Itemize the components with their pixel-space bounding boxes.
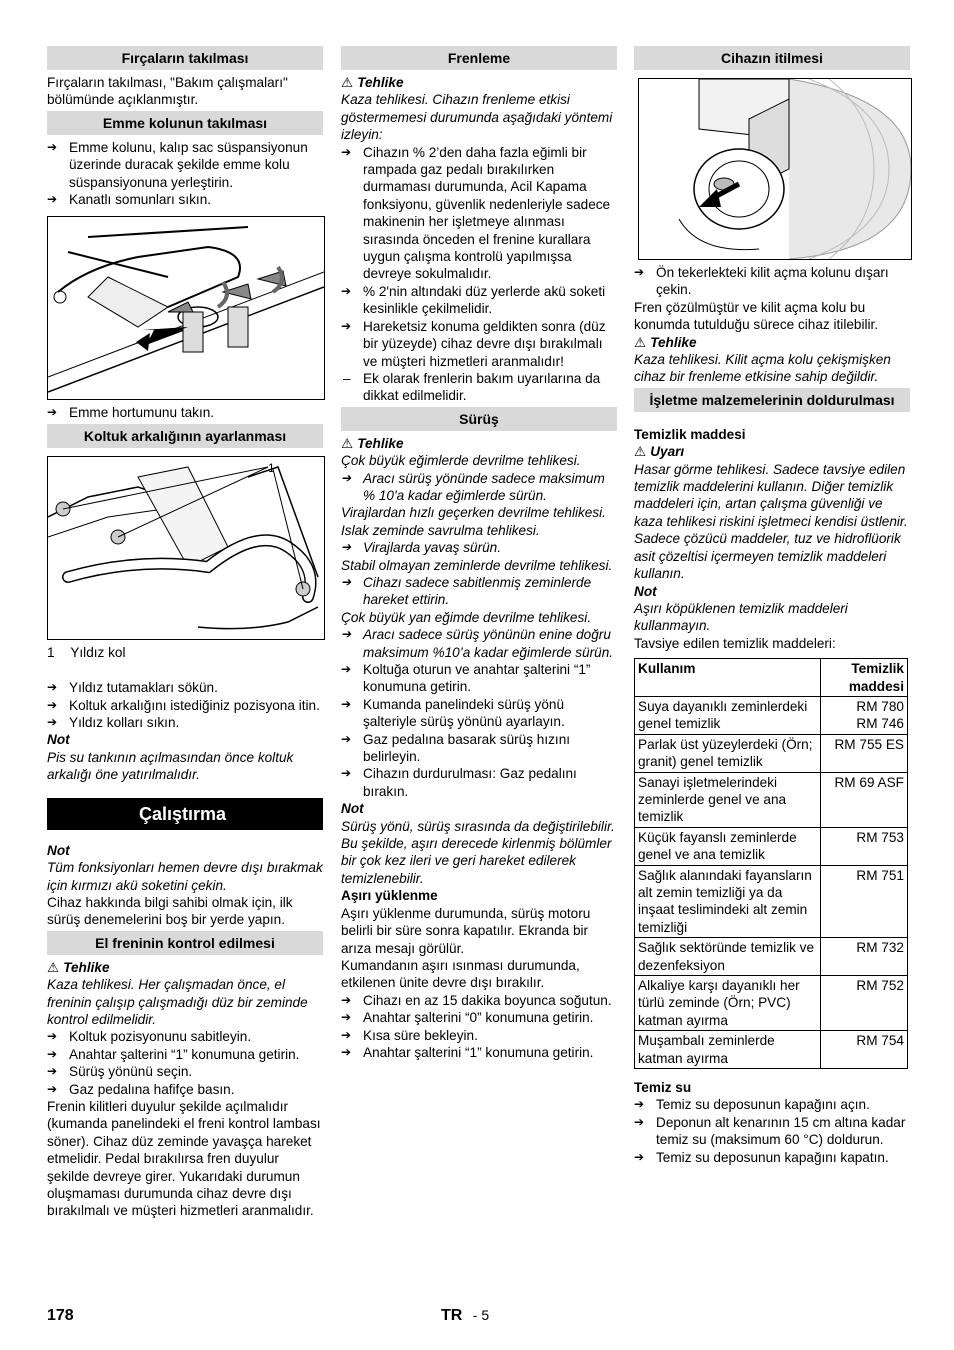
warning-text: Stabil olmayan zeminlerde devrilme tehlikesi. — [341, 557, 613, 573]
table-row — [635, 772, 908, 827]
instruction-step: ➔ Koltuğa oturun ve anahtar şalterini “1” konumuna getirin. — [341, 662, 591, 695]
instruction-step: ➔ Emme kolunu, kalıp sac süspansiyonun üzerinde duracak şekilde emme kolu süspansiyonuna yerleştirin. — [47, 139, 308, 190]
legend-text: Yıldız kol — [70, 644, 126, 660]
instruction-step: ➔ Cihazın durdurulması: Gaz pedalını bırakın. — [341, 766, 577, 799]
table-cell: Sağlık sektöründe temizlik ve dezenfeksiyon — [635, 938, 821, 976]
table-row — [635, 827, 908, 865]
page-language-marker — [441, 1307, 489, 1324]
release-lever-figure — [638, 78, 912, 260]
warning-heading: ⚠ Tehlike — [341, 435, 404, 451]
table-cell: RM 732 — [821, 938, 908, 976]
paragraph: Cihaz hakkında bilgi sahibi olmak için, ilk sürüş denemelerini boş bir yerde yapın. — [47, 894, 293, 928]
suction-arm-figure — [47, 216, 325, 400]
arrow-icon: ➔ — [634, 1097, 645, 1112]
table-row — [635, 696, 908, 734]
instruction-step: ➔ Anahtar şalterini “1” konumuna getirin. — [341, 1044, 594, 1060]
warning-icon: ⚠ — [47, 959, 60, 975]
warning-icon: ⚠ — [634, 334, 647, 350]
instruction-step: ➔ Cihazın % 2’den daha fazla eğimli bir rampada gaz pedalı bırakılırken durmaması durumunda, Acil Kapama fonksiyonu, güvenlik nedenleriyle sadece makinenin her işletmeye alınması sırasında önceden el frenine kurallara uygun çalışma kontrolü yapılmışsa devreye sokulmalıdır. — [341, 144, 611, 282]
warning-heading: ⚠ Tehlike — [47, 959, 110, 975]
instruction-step: ➔ Anahtar şalterini “0” konumuna getirin. — [341, 1010, 594, 1026]
instruction-step: ➔ Aracı sürüş yönünde sadece maksimum % 10'a kadar eğimlerde sürün. — [341, 470, 605, 503]
section-heading: El freninin kontrol edilmesi — [47, 931, 323, 955]
table-row — [635, 938, 908, 976]
warning-text: Çok büyük eğimlerde devrilme tehlikesi. — [341, 453, 581, 469]
section-heading: Cihazın itilmesi — [634, 46, 910, 70]
arrow-icon: ➔ — [634, 265, 645, 279]
arrow-icon: ➔ — [341, 992, 352, 1007]
section-heading: Frenleme — [341, 46, 617, 70]
arrow-icon: ➔ — [341, 1027, 352, 1042]
warning-text: Kaza tehlikesi. Cihazın frenleme etkisi göstermemesi durumunda aşağıdaki yöntemi izleyin: — [341, 92, 613, 143]
arrow-icon: ➔ — [341, 662, 352, 676]
arrow-icon: ➔ — [341, 1044, 352, 1059]
seat-backrest-figure — [47, 456, 325, 640]
dash-item: – Ek olarak frenlerin bakım uyarılarına da dikkat edilmelidir. — [343, 370, 601, 404]
page-number: 178 — [47, 1307, 74, 1324]
warning-text: Çok büyük yan eğimde devrilme tehlikesi. — [341, 609, 592, 625]
table-cell: RM 755 ES — [821, 734, 908, 772]
arrow-icon: ➔ — [341, 627, 352, 642]
arrow-icon: ➔ — [634, 1149, 645, 1164]
warning-text: Islak zeminde savrulma tehlikesi. — [341, 522, 540, 538]
figure-callout: 1 — [268, 460, 275, 475]
instruction-step: ➔ Gaz pedalına hafifçe basın. — [47, 1081, 235, 1097]
instruction-step: ➔ Koltuk arkalığını istediğiniz pozisyona itin. — [47, 697, 320, 713]
arrow-icon: ➔ — [341, 283, 352, 298]
arrow-icon: ➔ — [341, 731, 352, 746]
table-cell: Sağlık alanındaki fayansların alt zemin temizliği ya da inşaat teslimindeki alt zemin temizliği — [635, 865, 821, 938]
table-cell: Alkaliye karşı dayanıklı her türlü zeminde (Örn; PVC) katman ayırma — [635, 976, 821, 1031]
instruction-step: ➔ Ön tekerlekteki kilit açma kolunu dışarı çekin. — [634, 265, 889, 298]
instruction-step: ➔ Deponun alt kenarının 15 cm altına kadar temiz su (maksimum 60 °C) doldurun. — [634, 1114, 906, 1148]
warning-heading: ⚠ Tehlike — [341, 75, 404, 90]
table-row — [635, 865, 908, 938]
instruction-step: ➔ % 2'nin altındaki düz yerlerde akü soketi kesinlikle çekilmelidir. — [341, 283, 606, 317]
arrow-icon: ➔ — [341, 144, 352, 159]
note-text: Sürüş yönü, sürüş sırasında da değiştirilebilir. Bu şekilde, aşırı derecede kirlenmiş bölümler bir çok kez ileri ve geri hareket edilerek temizlenebilir. — [341, 818, 615, 886]
paragraph: Fırçaların takılması, "Bakım çalışmaları" bölümünde açıklanmıştır. — [47, 75, 288, 108]
table-row — [635, 1031, 908, 1069]
table-cell: Suya dayanıklı zeminlerdeki genel temizlik — [635, 696, 821, 734]
subheading: Aşırı yüklenme — [341, 888, 438, 904]
arrow-icon: ➔ — [341, 766, 352, 781]
cleaning-agent-table — [634, 658, 908, 1069]
arrow-icon: ➔ — [47, 680, 58, 695]
note-text: Tüm fonksiyonları hemen devre dışı bırakmak için kırmızı akü soketini çekin. — [47, 860, 323, 893]
arrow-icon: ➔ — [47, 715, 58, 730]
subheading: Temizlik maddesi — [634, 426, 746, 442]
warning-icon: ⚠ — [341, 75, 354, 90]
legend-number: 1 — [47, 644, 55, 660]
instruction-step: ➔ Cihazı sadece sabitlenmiş zeminlerde hareket ettirin. — [341, 574, 592, 608]
table-header-cell: Temizlik maddesi — [821, 659, 908, 697]
instruction-step: ➔ Hareketsiz konuma geldikten sonra (düz bir yüzeyde) cihaz devre dışı bırakılmalı ve müşteri hizmetleri aranmalıdır! — [341, 318, 606, 369]
paragraph: Frenin kilitleri duyulur şekilde açılmalıdır (kumanda panelindeki el freni kontrol lambası söner). Cihaz düz zeminde yavaşça hareket etmelidir. Pedal bırakılırsa fren duyulur şekilde devreye girer. Yukarıdaki durumun oluşmaması durumunda cihaz devre dışı bırakılmalı ve müşteri hizmetleri aranmalıdır. — [47, 1098, 321, 1219]
table-cell: RM 753 — [821, 827, 908, 865]
column-1 — [47, 44, 323, 1220]
note-text: Pis su tankının açılmasından önce koltuk arkalığı öne yatırılmalıdır. — [47, 749, 294, 783]
table-cell: Sanayi işletmelerindeki zeminlerde genel ve ana temizlik — [635, 772, 821, 827]
table-row — [635, 734, 908, 772]
paragraph: Fren çözülmüştür ve kilit açma kolu bu konumda tutulduğu sürece cihaz itilebilir. — [634, 299, 879, 333]
instruction-step: ➔ Kanatlı somunları sıkın. — [47, 192, 212, 208]
instruction-step: ➔ Gaz pedalına basarak sürüş hızını belirleyin. — [341, 731, 571, 765]
section-heading: İşletme malzemelerinin doldurulması — [634, 388, 910, 412]
arrow-icon: ➔ — [47, 1081, 58, 1096]
subheading: Temiz su — [634, 1080, 692, 1096]
note-label: Not — [634, 583, 657, 599]
table-cell: Parlak üst yüzeylerdeki (Örn; granit) genel temizlik — [635, 734, 821, 772]
table-cell: Küçük fayanslı zeminlerde genel ve ana temizlik — [635, 827, 821, 865]
dash-icon: – — [343, 370, 351, 386]
arrow-icon: ➔ — [341, 470, 352, 485]
arrow-icon: ➔ — [47, 1046, 58, 1061]
arrow-icon: ➔ — [47, 405, 58, 420]
warning-text: Hasar görme tehlikesi. Sadece tavsiye edilen temizlik maddelerini kullanın. Diğer temizlik maddeleri için, artan çalışma güvenliği ve kaza tehlikesi riskini işletmeci kendisi üstlenir. — [634, 461, 908, 529]
figure-legend — [47, 644, 323, 661]
arrow-icon: ➔ — [341, 540, 352, 555]
arrow-icon: ➔ — [47, 139, 58, 154]
table-header-cell: Kullanım — [635, 659, 821, 697]
paragraph: Tavsiye edilen temizlik maddeleri: — [634, 635, 836, 651]
section-heading: Sürüş — [341, 407, 617, 431]
warning-text: Sadece çözücü maddeler, tuz ve hidroflüorik asit çözeltisi içermeyen temizlik maddeleri kullanın. — [634, 531, 901, 582]
column-2 — [341, 44, 617, 1061]
note-label: Not — [341, 801, 364, 817]
section-heading: Emme kolunun takılması — [47, 111, 323, 135]
instruction-step: ➔ Emme hortumunu takın. — [47, 405, 215, 421]
instruction-step: ➔ Yıldız kolları sıkın. — [47, 715, 180, 731]
table-cell: RM 751 — [821, 865, 908, 938]
instruction-step: ➔ Kumanda panelindeki sürüş yönü şalteriyle sürüş yönünü ayarlayın. — [341, 696, 565, 730]
arrow-icon: ➔ — [634, 1114, 645, 1129]
arrow-icon: ➔ — [341, 318, 352, 333]
warning-text: Virajlardan hızlı geçerken devrilme tehlikesi. — [341, 505, 606, 521]
paragraph: Aşırı yüklenme durumunda, sürüş motoru belirli bir süre sonra kapatılır. Ekranda bir arıza mesajı görülür. — [341, 905, 591, 956]
warning-heading: ⚠ Tehlike — [634, 334, 697, 350]
instruction-step: ➔ Temiz su deposunun kapağını kapatın. — [634, 1149, 889, 1165]
table-header-row — [635, 659, 908, 697]
table-cell: Muşambalı zeminlerde katman ayırma — [635, 1031, 821, 1069]
note-label: Not — [47, 842, 70, 858]
arrow-icon: ➔ — [47, 192, 58, 207]
instruction-step: ➔ Cihazı en az 15 dakika boyunca soğutun. — [341, 992, 612, 1008]
instruction-step: ➔ Sürüş yönünü seçin. — [47, 1064, 193, 1080]
arrow-icon: ➔ — [47, 1064, 58, 1079]
arrow-icon: ➔ — [341, 1010, 352, 1025]
note-text: Aşırı köpüklenen temizlik maddeleri kullanmayın. — [634, 600, 848, 634]
instruction-step: ➔ Virajlarda yavaş sürün. — [341, 540, 502, 556]
instruction-step: ➔ Aracı sadece sürüş yönünün enine doğru maksimum %10’a kadar eğimlerde sürün. — [341, 627, 614, 660]
warning-text: Kaza tehlikesi. Her çalışmadan önce, el freninin çalışıp çalışmadığı düz bir zeminde kontrol edilmelidir. — [47, 977, 308, 1027]
arrow-icon: ➔ — [47, 1029, 58, 1044]
section-heading: Fırçaların takılması — [47, 46, 323, 70]
note-label: Not — [47, 732, 70, 748]
warning-icon: ⚠ — [341, 435, 354, 451]
warning-icon: ⚠ — [634, 444, 647, 460]
table-row — [635, 976, 908, 1031]
table-cell: RM 752 — [821, 976, 908, 1031]
table-cell: RM 69 ASF — [821, 772, 908, 827]
language-code: TR — [441, 1307, 463, 1324]
instruction-step: ➔ Temiz su deposunun kapağını açın. — [634, 1097, 870, 1113]
column-3 — [634, 44, 910, 1166]
instruction-step: ➔ Yıldız tutamakları sökün. — [47, 680, 218, 696]
section-page: - 5 — [472, 1307, 490, 1323]
section-heading: Koltuk arkalığının ayarlanması — [47, 424, 323, 448]
arrow-icon: ➔ — [341, 696, 352, 711]
table-cell: RM 754 — [821, 1031, 908, 1069]
table-cell: RM 780 RM 746 — [821, 696, 908, 734]
warning-text: Kaza tehlikesi. Kilit açma kolu çekişmişken cihaz bir frenleme etkisine sahip değildir. — [634, 352, 891, 385]
instruction-step: ➔ Anahtar şalterini “1” konumuna getirin. — [47, 1046, 300, 1062]
warning-heading: ⚠ Uyarı — [634, 444, 685, 460]
arrow-icon: ➔ — [47, 697, 58, 712]
paragraph: Kumandanın aşırı ısınması durumunda, etkilenen ünite devre dışı bırakılır. — [341, 957, 580, 991]
instruction-step: ➔ Kısa süre bekleyin. — [341, 1027, 478, 1043]
instruction-step: ➔ Koltuk pozisyonunu sabitleyin. — [47, 1029, 252, 1045]
arrow-icon: ➔ — [341, 574, 352, 589]
chapter-heading: Çalıştırma — [47, 798, 323, 830]
